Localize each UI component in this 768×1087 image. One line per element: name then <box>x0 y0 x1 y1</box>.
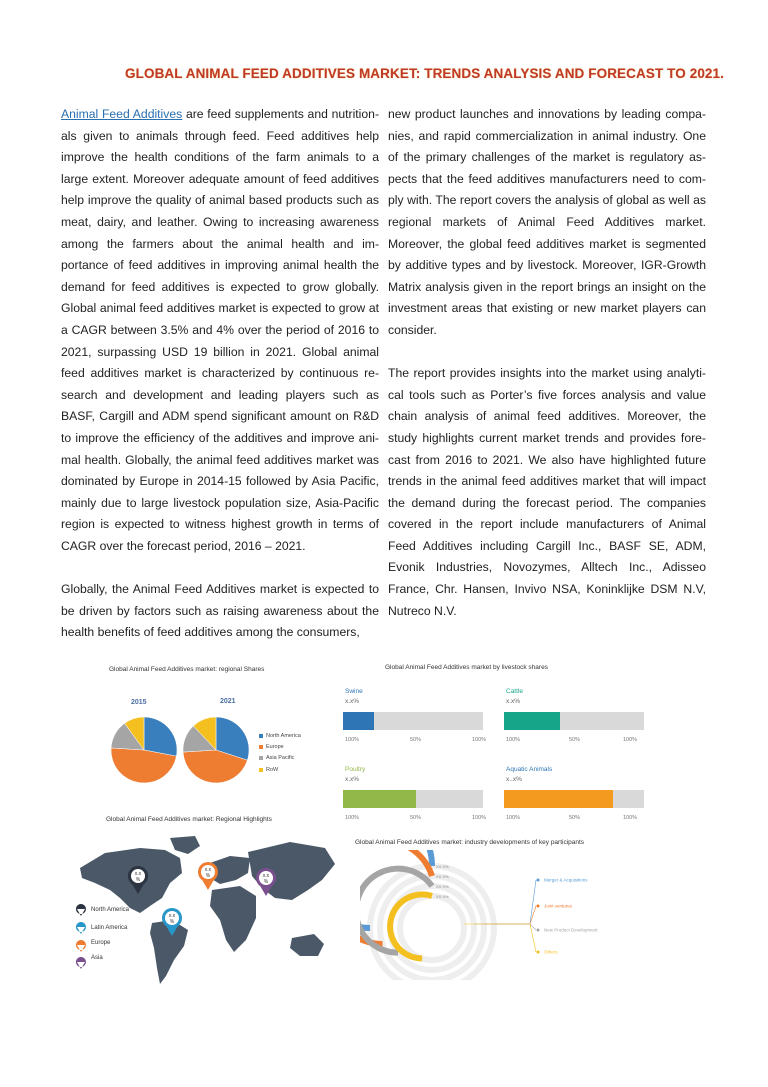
poultry-bar <box>343 790 416 808</box>
swine-value: x.x% <box>345 698 360 705</box>
poultry-bar-track <box>343 790 483 808</box>
pie-2015-slice-0 <box>144 717 177 756</box>
right-paragraph-2: The report provides insights into the market using analyti-cal tools such as Porter’s five forces analysis and value chain analysis of animal feed additives. Moreover, the study highlights current market trends and provides fore-cast from 2016 to 2021. We also have highlighted future trends in the animal feed additives market that will impact the demand during the forecast period. The companies covered in the report include manufacturers of Animal Feed Additives including Cargill Inc., BASF SE, ADM, Evonik Industries, Novozymes, Alltech Inc., Adisseo France, Chr. Hansen, Invivo NSA, Koninklijke DSM N.V, Nutreco N.V. <box>388 366 706 618</box>
left-paragraph-2: Globally, the Animal Feed Additives market is expected to be driven by factors such as raising awareness about the health benefits of feed additives among the consumers, <box>61 582 379 640</box>
radial-legend-2: New Product Development <box>544 927 598 933</box>
animal-feed-additives-link[interactable]: Animal Feed Additives <box>61 107 183 121</box>
aquatic-label: Aquatic Animals <box>506 766 553 773</box>
left-paragraph-1-text: are feed supplements and nutrition-als given to animals through feed. Feed additives help improve the health conditions of the farm animals to a large extent. Moreover adequate amount of feed additives help improve the quality of animal based products such as meat, dairy, and leather. Owing to increasing awareness among the farmers about the animal health and im-portance of feed additives in improving animal health the demand for feed additives is expected to grow globally. Global animal feed additives market is expected to grow at a CAGR between 3.5% and 4% over the period of 2016 to 2021, surpassing USD 19 billion in 2021. Global animal feed additives market is characterized by continuous re-search and development and leading players such as BASF, Cargill and ADM spend significant amount on R&D to improve the efficiency of the additives and improve ani-mal health. Globally, the animal feed additives market was dominated by Europe in 2014-15 followed by Asia Pacific, mainly due to large livestock population size, Asia-Pacific region is expected to witness highest growth in terms of CAGR over the forecast period, 2016 – 2021. <box>61 107 379 553</box>
cattle-bar-track <box>504 712 644 730</box>
map-pins <box>120 858 290 938</box>
cattle-label: Cattle <box>506 688 523 695</box>
map-pin-1-label: x.x <box>204 867 212 873</box>
swine-tick-1: 50% <box>410 737 422 743</box>
latin-america-marker-icon <box>76 922 86 934</box>
right-column <box>388 104 706 622</box>
legend-row: RoW <box>259 767 278 773</box>
map-pin-2-label: % <box>263 879 269 885</box>
radial-ring-label-3: XX.X% <box>436 894 449 899</box>
poultry-tick-0: 100% <box>345 815 360 821</box>
aquatic-bar <box>504 790 613 808</box>
radial-ring-label-1: XX.X% <box>436 874 449 879</box>
swine-label: Swine <box>345 688 363 695</box>
swine-bar-track <box>343 712 483 730</box>
cattle-tick-0: 100% <box>506 737 521 743</box>
legend-europe: Europe <box>259 744 284 750</box>
regional-pie-charts <box>100 705 260 795</box>
map-legend-asia: Asia <box>91 955 103 961</box>
map-legend-markers <box>73 902 89 970</box>
aquatic-tick-2: 100% <box>623 815 638 821</box>
pie-year-2021: 2021 <box>220 698 236 705</box>
poultry-tick-2: 100% <box>472 815 487 821</box>
cattle-tick-2: 100% <box>623 737 638 743</box>
radial-ring-label-0: XX.X% <box>436 864 449 869</box>
map-pin-1 <box>198 862 218 890</box>
map-chart-title: Global Animal Feed Additives market: Regional Highlights <box>106 816 272 823</box>
aquatic-tick-1: 50% <box>569 815 581 821</box>
map-pin-2 <box>256 868 276 896</box>
map-pin-0-label: % <box>135 877 141 883</box>
map-pin-3-label: x.x <box>168 913 176 919</box>
radial-legend-1: Joint ventures <box>544 903 573 909</box>
radial-bar-chart <box>360 850 600 980</box>
right-paragraph-1: new product launches and innovations by leading compa-nies, and rapid commercialization in animal industry. One of the primary challenges of the market is regulatory as-pects that the feed additives manufacturers need to com-ply with. The report covers the analysis of global as well as regional markets of Animal Feed Additives market. Moreover, the global feed additives market is segmented by additive types and by livestock. Moreover, IGR-Growth Matrix analysis given in the report brings an insight on the investment areas that existing or new market players can consider. <box>388 107 706 337</box>
radial-ring-label-2: XX.X% <box>436 884 449 889</box>
cattle-value: x.x% <box>506 698 521 705</box>
cattle-tick-1: 50% <box>569 737 581 743</box>
legend-asia-pacific: Asia Pacific <box>259 755 294 761</box>
cattle-bar <box>504 712 560 730</box>
map-pin-1-label: % <box>205 873 211 879</box>
legend-north-america: North America <box>259 733 301 739</box>
page-title: GLOBAL ANIMAL FEED ADDITIVES MARKET: TRENDS ANALYSIS AND FORECAST TO 2021. <box>125 66 724 81</box>
poultry-value: x.x% <box>345 776 360 783</box>
map-pin-3-label: % <box>169 919 175 925</box>
map-pin-0 <box>128 866 148 894</box>
left-column <box>61 104 379 644</box>
asia-marker-icon <box>76 957 86 969</box>
livestock-chart-title: Global Animal Feed Additives market by livestock shares <box>385 664 548 671</box>
pie-year-2015: 2015 <box>131 699 147 706</box>
map-legend-europe: Europe <box>91 940 111 946</box>
radial-chart-title: Global Animal Feed Additives market: industry developments of key participants <box>355 839 585 846</box>
europe-marker-icon <box>76 940 86 952</box>
radial-legend-3: Others <box>544 949 558 955</box>
swine-tick-0: 100% <box>345 737 360 743</box>
australia-shape <box>290 934 324 956</box>
aquatic-tick-0: 100% <box>506 815 521 821</box>
left-paragraph-1 <box>61 104 379 557</box>
map-pin-0-label: x.x <box>134 871 142 877</box>
north-america-marker-icon <box>76 904 86 916</box>
aquatic-value: x..x% <box>506 776 522 783</box>
poultry-tick-1: 50% <box>410 815 422 821</box>
pie-chart-title: Global Animal Feed Additives market: regional Shares <box>109 666 265 673</box>
swine-bar <box>343 712 374 730</box>
map-pin-2-label: x.x <box>262 873 270 879</box>
radial-legend-0: Merger & Acquisitions <box>544 877 588 883</box>
poultry-label: Poultry <box>345 766 366 773</box>
map-legend-north-america: North America <box>91 907 130 913</box>
greenland-shape <box>170 836 200 854</box>
swine-tick-2: 100% <box>472 737 487 743</box>
aquatic-bar-track <box>504 790 644 808</box>
map-legend-latin-america: Latin America <box>91 925 128 931</box>
map-pin-3 <box>162 908 182 936</box>
